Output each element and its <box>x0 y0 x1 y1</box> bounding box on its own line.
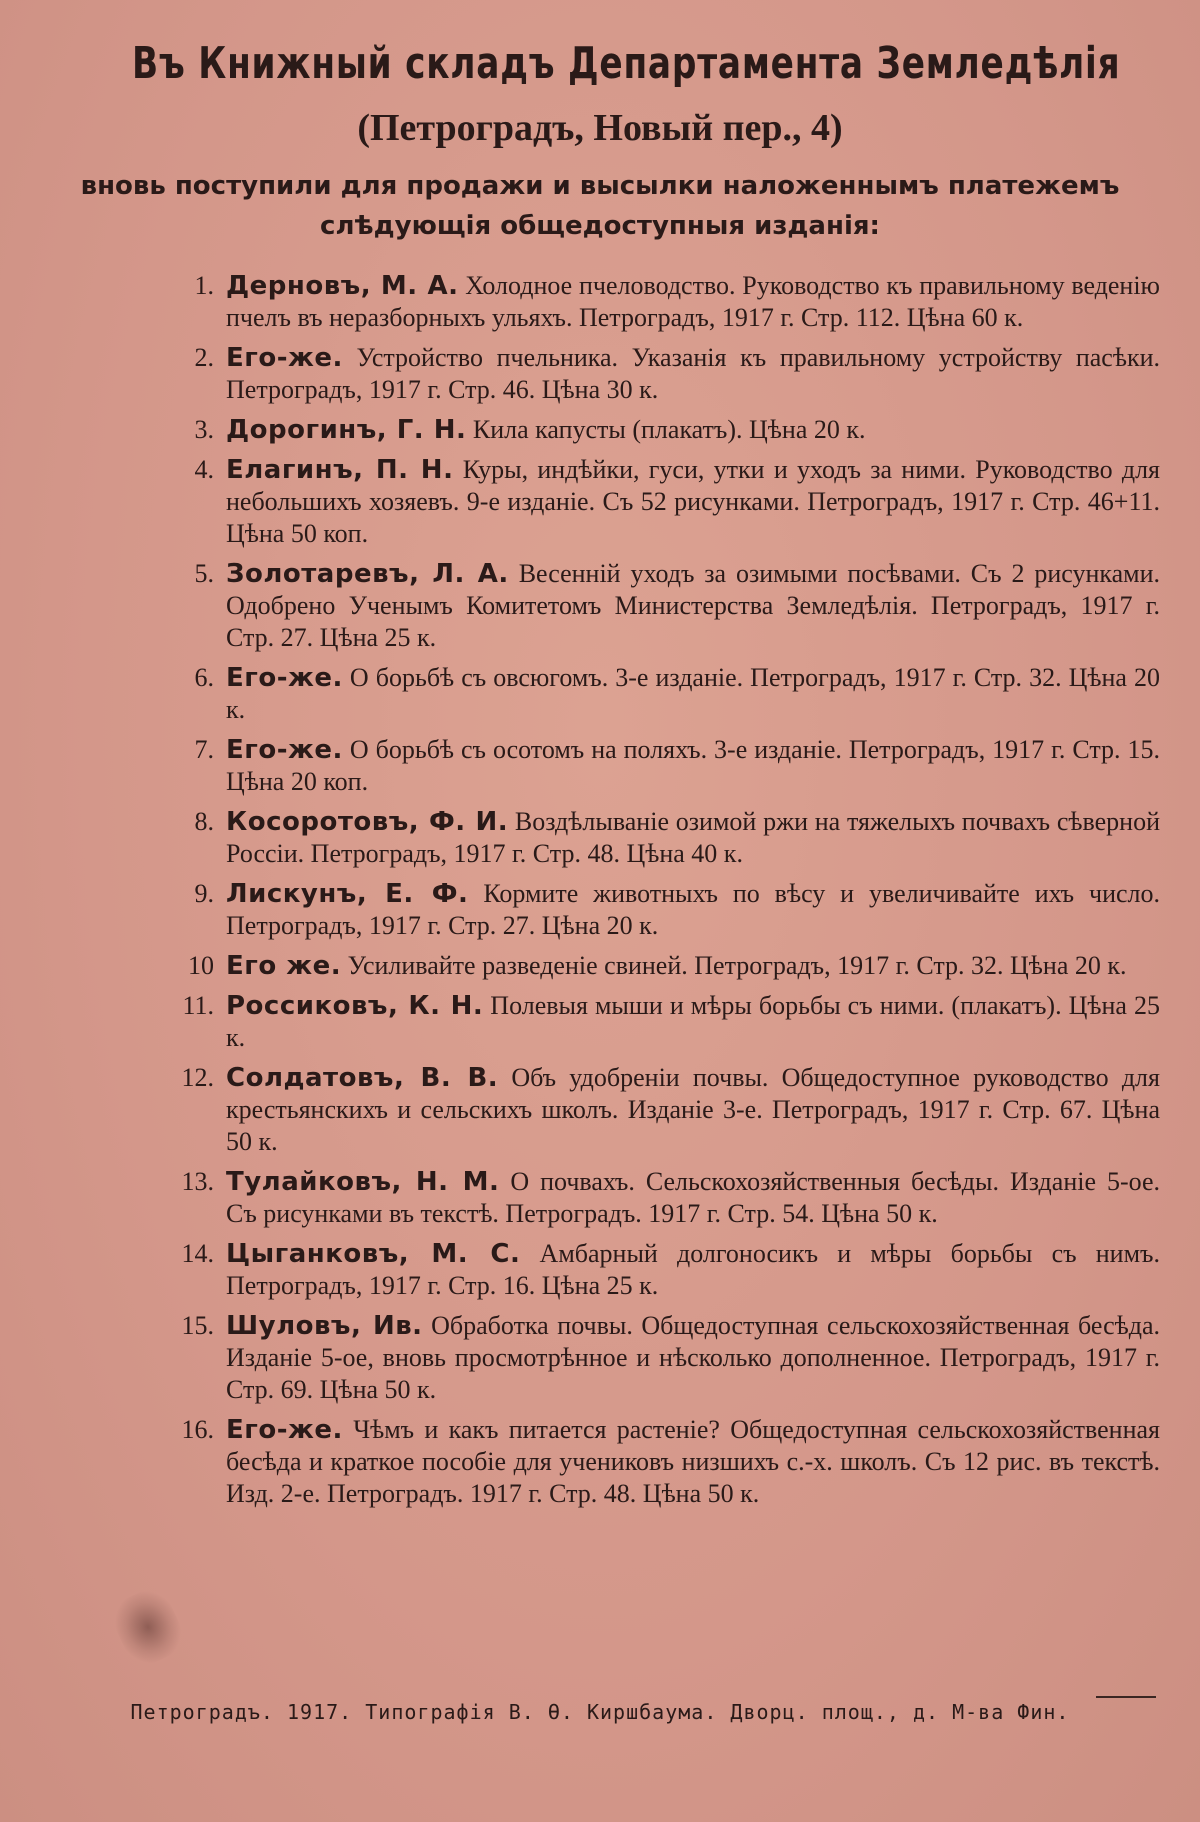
item-description: Объ удобреніи почвы. Общедоступное руководство для крестьянскихъ и сельскихъ школъ. Изданіе 3-е. Петроградъ, 1917 г. Стр. 67. Цѣна 50 к. <box>226 1063 1160 1156</box>
item-number: 14. <box>181 1239 214 1268</box>
item-number: 12. <box>181 1063 214 1092</box>
item-author: Лискунъ, Е. Ф. <box>226 879 469 909</box>
list-item <box>150 950 1160 982</box>
divider-rule <box>1096 1696 1156 1698</box>
item-author: Елагинъ, П. Н. <box>226 455 454 485</box>
list-item <box>150 734 1160 798</box>
item-body <box>226 878 1160 942</box>
item-number: 2. <box>194 343 214 372</box>
item-description: Полевыя мыши и мѣры борьбы съ ними. (плакатъ). Цѣна 25 к. <box>226 991 1160 1052</box>
item-author: Его-же. <box>226 663 343 693</box>
list-item <box>150 1238 1160 1302</box>
item-description: Усиливайте разведеніе свиней. Петроградъ, 1917 г. Стр. 32. Цѣна 20 к. <box>347 951 1127 980</box>
item-number: 1. <box>194 271 214 300</box>
item-description: Амбарный долгоносикъ и мѣры борьбы съ нимъ. Петроградъ, 1917 г. Стр. 16. Цѣна 25 к. <box>226 1239 1160 1300</box>
list-item <box>150 806 1160 870</box>
item-body <box>226 734 1160 798</box>
item-author: Шуловъ, Ив. <box>226 1311 423 1341</box>
item-description: О борьбѣ съ овсюгомъ. 3-е изданіе. Петроградъ, 1917 г. Стр. 32. Цѣна 20 к. <box>226 663 1160 724</box>
item-body <box>226 662 1160 726</box>
item-description: Кормите животныхъ по вѣсу и увеличивайте ихъ число. Петроградъ, 1917 г. Стр. 27. Цѣна 20 к. <box>226 879 1160 940</box>
item-author: Дерновъ, М. А. <box>226 271 459 301</box>
item-body <box>226 414 1160 446</box>
item-description: Холодное пчеловодство. Руководство къ правильному веденію пчелъ въ неразборныхъ ульяхъ. Петроградъ, 1917 г. Стр. 112. Цѣна 60 к. <box>226 271 1160 332</box>
item-number: 13. <box>181 1167 214 1196</box>
item-author: Тулайковъ, Н. М. <box>226 1167 500 1197</box>
item-description: Кила капусты (плакатъ). Цѣна 20 к. <box>472 415 866 444</box>
page-subtitle: (Петроградъ, Новый пер., 4) <box>357 107 843 149</box>
item-body <box>226 558 1160 654</box>
item-number: 11. <box>182 991 214 1020</box>
list-item <box>150 878 1160 942</box>
item-description: О почвахъ. Сельскохозяйственныя бесѣды. Изданіе 5-ое. Съ рисунками въ текстѣ. Петроградъ. 1917 г. Стр. 54. Цѣна 50 к. <box>226 1167 1161 1228</box>
list-item <box>150 662 1160 726</box>
list-item <box>150 990 1160 1054</box>
item-number: 5. <box>194 559 214 588</box>
list-item <box>150 342 1160 406</box>
item-description: Чѣмъ и какъ питается растеніе? Общедоступная сельскохозяйственная бесѣда и краткое пособіе для учениковъ низшихъ с.-х. школъ. Съ 12 рис. въ текстѣ. Изд. 2-е. Петроградъ. 1917 г. Стр. 48. Цѣна 50 к. <box>226 1415 1161 1508</box>
item-number: 4. <box>194 455 214 484</box>
item-number: 10 <box>188 951 214 980</box>
item-body <box>226 1414 1160 1510</box>
list-item <box>150 558 1160 654</box>
item-description: Воздѣлываніе озимой ржи на тяжелыхъ почвахъ сѣверной Россіи. Петроградъ, 1917 г. Стр. 48. Цѣна 40 к. <box>226 807 1160 868</box>
printer-imprint: Петроградъ. 1917. Типографія В. Ѳ. Киршбаума. Дворц. площ., д. М-ва Фин. <box>130 1700 1070 1724</box>
item-number: 15. <box>181 1311 214 1340</box>
item-body <box>226 1166 1160 1230</box>
item-body <box>226 270 1160 334</box>
list-item <box>150 414 1160 446</box>
item-body <box>226 1062 1160 1158</box>
item-description: Весенній уходъ за озимыми посѣвами. Съ 2 рисунками. Одобрено Ученымъ Комитетомъ Министерства Земледѣлія. Петроградъ, 1917 г. Стр. 27. Цѣна 25 к. <box>226 559 1160 652</box>
item-body <box>226 806 1160 870</box>
intro-line: вновь поступили для продажи и высылки наложеннымъ платежемъ <box>80 171 1120 201</box>
item-description: Обработка почвы. Общедоступная сельскохозяйственная бесѣда. Изданіе 5-ое, вновь просмотрѣнное и нѣсколько дополненное. Петроградъ, 1917 г. Стр. 69. Цѣна 50 к. <box>226 1311 1161 1404</box>
page-title: Въ Книжный складъ Департамента Земледѣлія <box>132 38 1121 89</box>
item-body <box>226 1310 1160 1406</box>
publication-list <box>150 270 1160 1518</box>
item-author: Его-же. <box>226 343 343 373</box>
list-item <box>150 270 1160 334</box>
list-item <box>150 1166 1160 1230</box>
item-body <box>226 454 1160 550</box>
item-number: 16. <box>181 1415 214 1444</box>
item-description: Куры, индѣйки, гуси, утки и уходъ за ними. Руководство для небольшихъ хозяевъ. 9-е изданіе. Съ 52 рисунками. Петроградъ, 1917 г. Стр. 46+11. Цѣна 50 коп. <box>226 455 1161 548</box>
item-description: О борьбѣ съ осотомъ на поляхъ. 3-е изданіе. Петроградъ, 1917 г. Стр. 15. Цѣна 20 коп. <box>226 735 1160 796</box>
intro-line: слѣдующія общедоступныя изданія: <box>320 211 880 241</box>
item-body <box>226 1238 1160 1302</box>
item-body <box>226 342 1160 406</box>
list-item <box>150 1414 1160 1510</box>
item-author: Его-же. <box>226 735 343 765</box>
item-number: 6. <box>194 663 214 692</box>
item-author: Цыганковъ, М. С. <box>226 1239 521 1269</box>
item-author: Его же. <box>226 951 342 981</box>
item-number: 7. <box>194 735 214 764</box>
item-number: 8. <box>194 807 214 836</box>
item-description: Устройство пчельника. Указанія къ правильному устройству пасѣки. Петроградъ, 1917 г. Стр. 46. Цѣна 30 к. <box>226 343 1161 404</box>
item-author: Россиковъ, К. Н. <box>226 991 484 1021</box>
item-author: Солдатовъ, В. В. <box>226 1063 499 1093</box>
list-item <box>150 454 1160 550</box>
list-item <box>150 1062 1160 1158</box>
ink-smudge <box>106 1583 190 1672</box>
item-author: Его-же. <box>226 1415 343 1445</box>
list-item <box>150 1310 1160 1406</box>
item-number: 9. <box>194 879 214 908</box>
item-author: Золотаревъ, Л. А. <box>226 559 509 589</box>
item-author: Дорогинъ, Г. Н. <box>226 415 467 445</box>
intro-text <box>0 166 1200 246</box>
item-body <box>226 950 1160 982</box>
item-number: 3. <box>194 415 214 444</box>
item-body <box>226 990 1160 1054</box>
item-author: Косоротовъ, Ф. И. <box>226 807 509 837</box>
